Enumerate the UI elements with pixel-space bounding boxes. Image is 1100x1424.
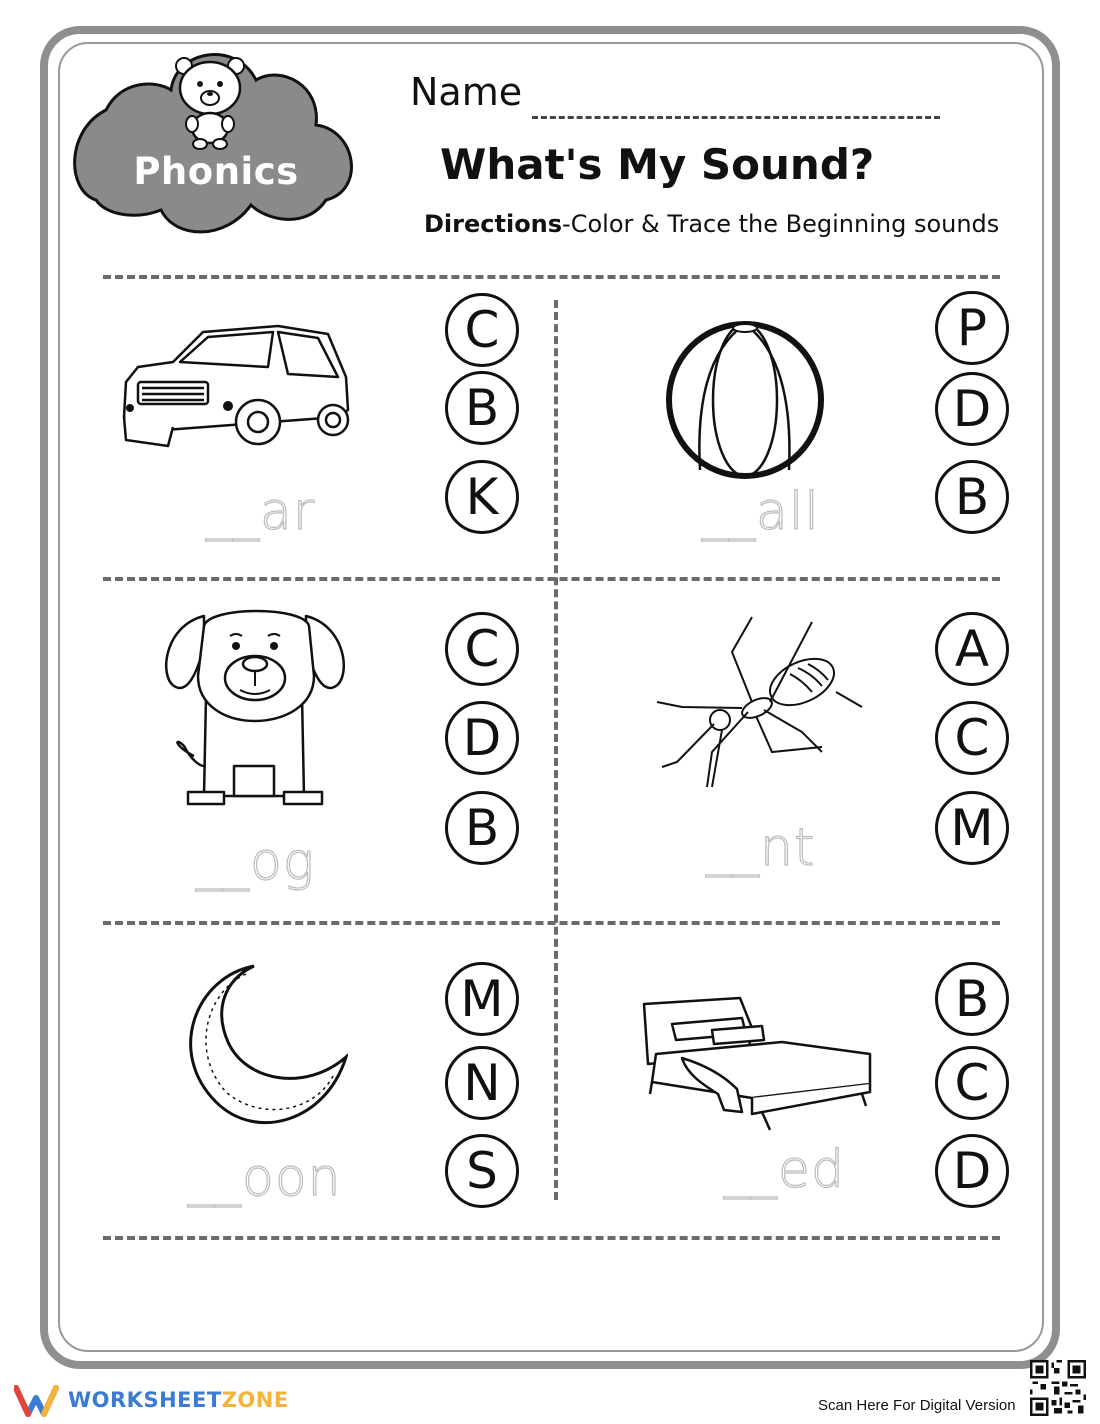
qr-code-icon[interactable] xyxy=(1030,1360,1086,1416)
page-title: What's My Sound? xyxy=(440,140,875,189)
trace-word[interactable]: __ar xyxy=(206,482,316,542)
option-m[interactable]: M xyxy=(445,962,519,1036)
trace-word[interactable]: __all xyxy=(702,482,820,542)
directions-text: -Color & Trace the Beginning sounds xyxy=(562,210,1000,238)
directions-label: Directions xyxy=(424,210,563,238)
brand-part-2: ZONE xyxy=(221,1388,289,1412)
trace-word[interactable]: __oon xyxy=(188,1148,342,1208)
divider-top xyxy=(103,275,1000,279)
trace-word[interactable]: __og xyxy=(196,832,316,892)
divider-center xyxy=(554,300,558,1200)
option-b[interactable]: B xyxy=(445,791,519,865)
scan-text: Scan Here For Digital Version xyxy=(818,1397,1016,1414)
option-a[interactable]: A xyxy=(935,612,1009,686)
divider-bottom xyxy=(103,1236,1000,1240)
moon-icon xyxy=(176,962,348,1134)
badge-label: Phonics xyxy=(133,150,299,193)
name-input-line[interactable] xyxy=(532,116,940,119)
name-label: Name xyxy=(410,70,523,114)
phonics-cloud-badge xyxy=(66,40,358,245)
dog-icon xyxy=(164,606,348,810)
trace-word[interactable]: __nt xyxy=(706,818,816,878)
option-m[interactable]: M xyxy=(935,791,1009,865)
bed-icon xyxy=(642,994,874,1132)
option-b[interactable]: B xyxy=(445,371,519,445)
option-c[interactable]: C xyxy=(445,612,519,686)
option-s[interactable]: S xyxy=(445,1134,519,1208)
option-k[interactable]: K xyxy=(445,460,519,534)
directions xyxy=(424,210,999,238)
trace-word[interactable]: __ed xyxy=(724,1140,845,1200)
option-c[interactable]: C xyxy=(935,1046,1009,1120)
ball-icon xyxy=(664,320,826,480)
option-b[interactable]: B xyxy=(935,962,1009,1036)
divider-row-2 xyxy=(103,921,1000,925)
option-c[interactable]: C xyxy=(445,293,519,367)
option-d[interactable]: D xyxy=(935,372,1009,446)
option-n[interactable]: N xyxy=(445,1046,519,1120)
ant-icon xyxy=(652,612,866,794)
option-d[interactable]: D xyxy=(935,1134,1009,1208)
option-c[interactable]: C xyxy=(935,701,1009,775)
option-b[interactable]: B xyxy=(935,460,1009,534)
brand-name[interactable] xyxy=(68,1388,289,1412)
option-d[interactable]: D xyxy=(445,701,519,775)
worksheetzone-logo-icon xyxy=(14,1384,64,1418)
brand-part-1: WORKSHEET xyxy=(68,1388,222,1412)
divider-row-1 xyxy=(103,577,1000,581)
car-icon xyxy=(118,322,354,452)
option-p[interactable]: P xyxy=(935,291,1009,365)
